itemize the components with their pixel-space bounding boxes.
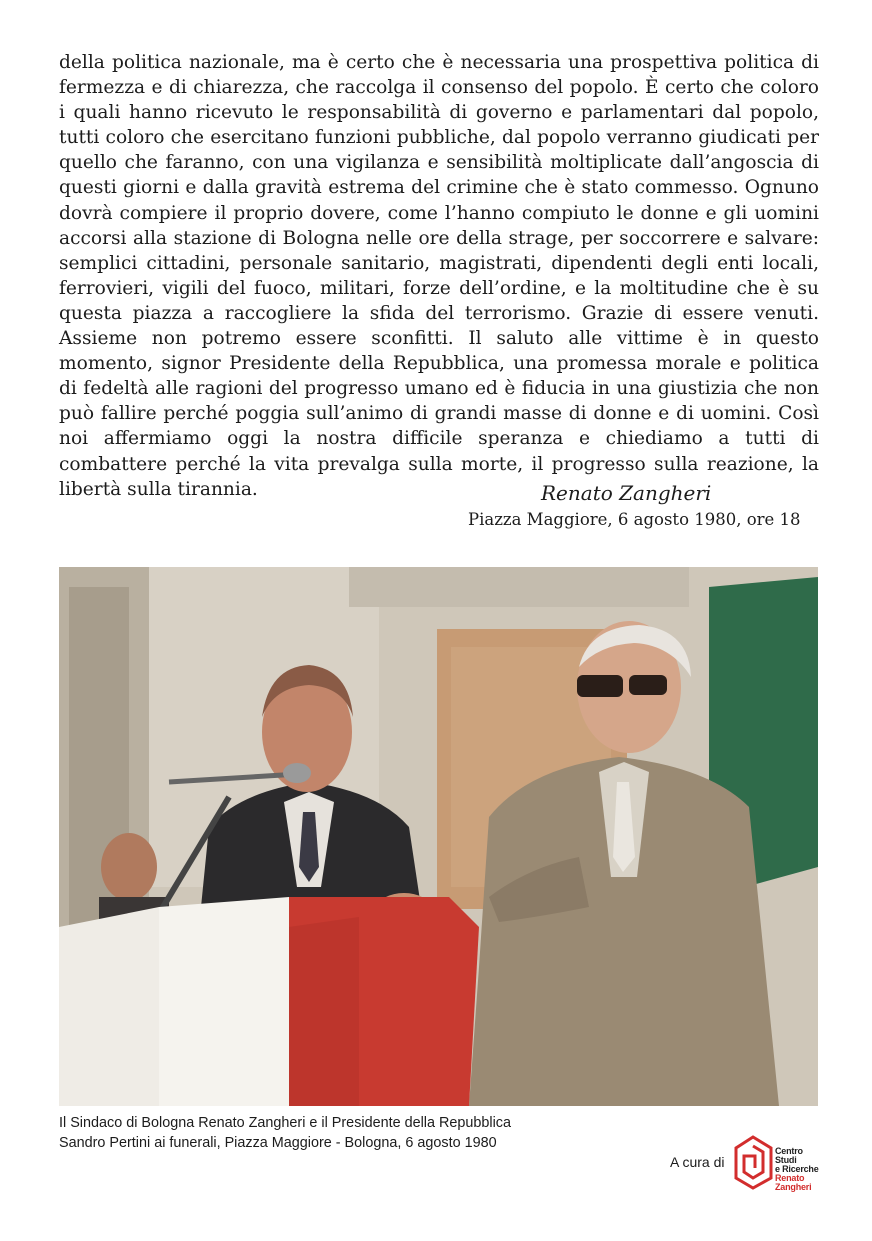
logo-text	[775, 1147, 819, 1192]
caption-line-2: Sandro Pertini ai funerali, Piazza Maggiore - Bologna, 6 agosto 1980	[59, 1135, 497, 1151]
credit-label: A cura di	[670, 1154, 725, 1170]
logo-line-3: e Ricerche	[775, 1164, 819, 1174]
logo-line-2: Studi	[775, 1155, 797, 1165]
speech-place-date: Piazza Maggiore, 6 agosto 1980, ore 18	[468, 510, 801, 529]
speech-author: Renato Zangheri	[541, 481, 712, 505]
logo-line-4: Renato	[775, 1173, 805, 1183]
photo-caption	[59, 1113, 659, 1153]
speech-paragraph: della politica nazionale, ma è certo che è necessaria una prospettiva politica di fermezza e di chiarezza, che raccolga il consenso del popolo. È certo che coloro i quali hanno ricevuto le responsabilità di governo e parlamentari dal popolo, tutti coloro che esercitano funzioni pubbliche, dal popolo verranno giudicati per quello che faranno, con una vigilanza e sensibilità moltiplicate dall’angoscia di questi giorni e dalla gravità estrema del crimine che è stato commesso. Ognuno dovrà compiere il proprio dovere, come l’hanno compiuto le donne e gli uomini accorsi alla stazione di Bologna nelle ore della strage, per soccorrere e salvare: semplici cittadini, personale sanitario, magistrati, dipendenti degli enti locali, ferrovieri, vigili del fuoco, militari, forze dell’ordine, e la moltitudine che è su questa piazza a raccogliere la sfida del terrorismo. Grazie di essere venuti. Assieme non potremo essere sconfitti. Il saluto alle vittime è in questo momento, signor Presidente della Repubblica, una promessa morale e politica di fedeltà alle ragioni del progresso umano ed è fiducia in una giustizia che non può fallire perché poggia sull’animo di grandi masse di donne e di uomini. Così noi affermiamo oggi la nostra difficile speranza e chiediamo a tutti di combattere perché la vita prevalga sulla morte, il progresso sulla reazione, la libertà sulla tirannia.	[59, 52, 819, 500]
caption-line-1: Il Sindaco di Bologna Renato Zangheri e il Presidente della Repubblica	[59, 1115, 511, 1131]
funeral-photo	[59, 567, 818, 1106]
logo-line-1: Centro	[775, 1146, 803, 1156]
logo-line-5: Zangheri	[775, 1182, 812, 1192]
